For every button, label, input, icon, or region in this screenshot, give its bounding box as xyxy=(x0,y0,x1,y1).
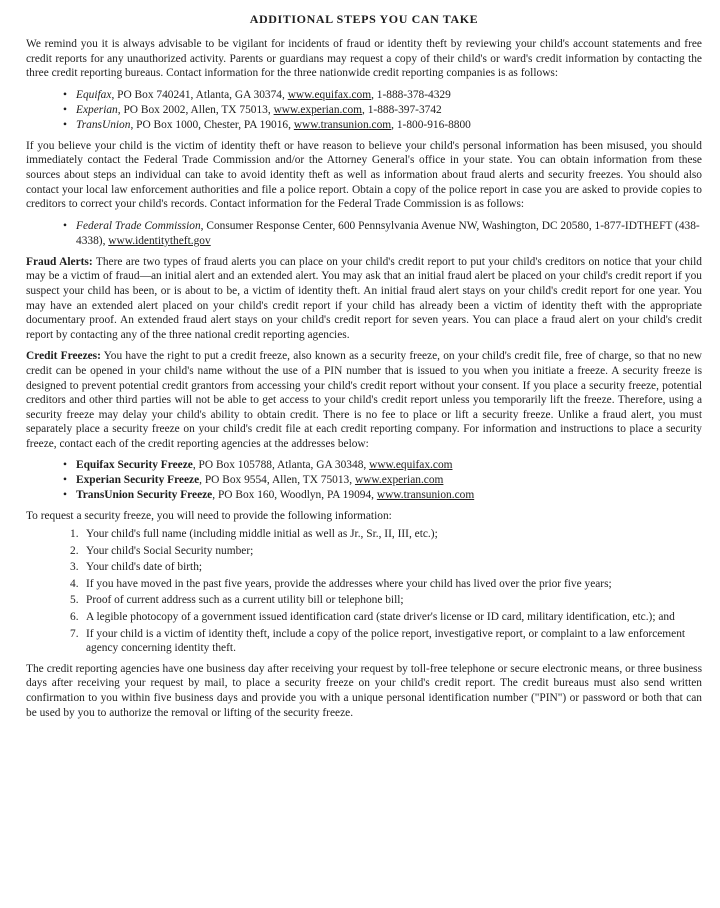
item-text: A legible photocopy of a government issued identification card (state driver's license or ID card, military identification, etc.); and xyxy=(86,611,675,624)
requirements-list xyxy=(26,527,702,656)
closing-paragraph: The credit reporting agencies have one business day after receiving your request by toll-free telephone or secure electronic means, or three business days after receiving your request by mail, to place a security freeze on your child's credit report. The credit bureaus must also send written confirmation to you within five business days and provide you with a unique personal identification number ("PIN") or password or both that can be used by you to authorize the removal or lifting of the security freeze. xyxy=(26,662,702,719)
item-number: 1. xyxy=(70,528,79,541)
list-item xyxy=(70,544,702,559)
ftc-name: Federal Trade Commission xyxy=(76,219,201,232)
bureau-name: Experian xyxy=(76,103,118,116)
ftc-text: , Consumer Response Center, 600 Pennsylvania Avenue NW, Washington, DC 20580, 1-877-IDTHEFT (438-4338), xyxy=(76,219,700,247)
bureau-link[interactable]: www.transunion.com xyxy=(293,118,392,131)
list-item xyxy=(76,473,702,488)
fraud-alerts-paragraph xyxy=(26,255,702,343)
list-item xyxy=(70,577,702,592)
bureau-name: Equifax xyxy=(76,88,112,101)
item-text: Proof of current address such as a current utility bill or telephone bill; xyxy=(86,594,404,607)
freeze-name: Experian Security Freeze xyxy=(76,474,200,487)
intro-paragraph: We remind you it is always advisable to be vigilant for incidents of fraud or identity theft by reviewing your child's account statements and free credit reports for any unauthorized activity. Parents or guardians may request a copy of their child's or ward's credit information by contacting the three credit reporting bureaus. Contact information for the three nationwide credit reporting companies is as follows: xyxy=(26,38,702,80)
item-text: Your child's date of birth; xyxy=(86,561,203,574)
list-item xyxy=(76,458,702,473)
item-number: 3. xyxy=(70,561,79,574)
item-text: Your child's full name (including middle initial as well as Jr., Sr., II, III, etc.); xyxy=(86,528,438,541)
freeze-link[interactable]: www.experian.com xyxy=(354,474,444,487)
list-item xyxy=(76,488,702,503)
bureau-address: , PO Box 1000, Chester, PA 19016, xyxy=(130,118,294,131)
list-item xyxy=(76,118,702,133)
ftc-list xyxy=(26,219,702,249)
item-text: If you have moved in the past five years, provide the addresses where your child has lived over the prior five years; xyxy=(86,577,612,590)
bureau-link[interactable]: www.experian.com xyxy=(273,103,363,116)
bureau-name: TransUnion xyxy=(76,118,131,131)
list-item xyxy=(76,103,702,118)
freeze-link[interactable]: www.transunion.com xyxy=(376,489,475,502)
item-number: 6. xyxy=(70,611,79,624)
bureau-phone: , 1-800-916-8800 xyxy=(391,118,471,131)
request-intro: To request a security freeze, you will need to provide the following information: xyxy=(26,510,392,523)
list-item xyxy=(70,527,702,542)
item-number: 4. xyxy=(70,577,79,590)
bureau-phone: , 1-888-397-3742 xyxy=(362,103,442,116)
freeze-name: Equifax Security Freeze xyxy=(76,459,193,472)
item-number: 7. xyxy=(70,627,79,640)
credit-freezes-heading: Credit Freezes: xyxy=(26,350,101,363)
ftc-link[interactable]: www.identitytheft.gov xyxy=(108,234,211,247)
item-text: If your child is a victim of identity theft, include a copy of the police report, investigative report, or complaint to a law enforcement agency concerning identity theft. xyxy=(86,627,686,655)
item-number: 5. xyxy=(70,594,79,607)
freeze-name: TransUnion Security Freeze xyxy=(76,489,213,502)
bureau-list xyxy=(26,88,702,133)
freeze-link[interactable]: www.equifax.com xyxy=(369,459,453,472)
freeze-address: , PO Box 160, Woodlyn, PA 19094, xyxy=(212,489,377,502)
freeze-list xyxy=(26,458,702,503)
list-item xyxy=(70,593,702,608)
list-item xyxy=(70,560,702,575)
fraud-alerts-text: There are two types of fraud alerts you can place on your child's credit report to put your child's creditors on notice that your child may be a victim of fraud—an initial alert and an extended alert. You may ask that an initial fraud alert be placed on your child's credit report if you suspect your child has been, or is about to be, a victim of identity theft. An initial fraud alert stays on your child's credit report for one year. You may have an extended alert placed on your child's credit report if your child has already been a victim of identity theft with the appropriate documentary proof. An extended fraud alert stays on your child's credit report for seven years. You can place a fraud alert on your child's credit report by contacting any of the three national credit reporting agencies. xyxy=(26,255,702,341)
bureau-address: , PO Box 740241, Atlanta, GA 30374, xyxy=(111,88,288,101)
fraud-alerts-heading: Fraud Alerts: xyxy=(26,255,93,268)
credit-freezes-paragraph xyxy=(26,349,702,451)
freeze-address: , PO Box 9554, Allen, TX 75013, xyxy=(199,474,355,487)
item-number: 2. xyxy=(70,544,79,557)
victim-paragraph: If you believe your child is the victim of identity theft or have reason to believe your child's personal information has been misused, you should immediately contact the Federal Trade Commission and/or the Attorney General's office in your state. You can obtain information from these sources about steps an individual can take to avoid identity theft as well as information about fraud alerts and security freezes. You should also contact your local law enforcement authorities and file a police report. Obtain a copy of the police report in case you are asked to provide copies to creditors to correct your child's records. Contact information for the Federal Trade Commission is as follows: xyxy=(26,139,702,211)
list-item xyxy=(76,88,702,103)
item-text: Your child's Social Security number; xyxy=(86,544,254,557)
bureau-link[interactable]: www.equifax.com xyxy=(287,88,372,101)
credit-freezes-text: You have the right to put a credit freeze, also known as a security freeze, on your child's credit file, free of charge, so that no new credit can be opened in your child's name without the use of a PIN number that is issued to you when you initiate a freeze. A security freeze is designed to prevent potential credit grantors from accessing your child's credit report without your consent. If you place a security freeze, potential creditors and other third parties will not be able to get access to your child's credit report unless you temporarily lift the freeze. Therefore, using a security freeze may delay your child's ability to obtain credit. There is no fee to place or lift a security freeze. Unlike a fraud alert, you must separately place a security freeze on your child's credit file at each credit reporting company. For information and instructions to place a security freeze, contact each of the credit reporting agencies at the addresses below: xyxy=(26,350,702,450)
list-item xyxy=(76,219,702,249)
bureau-address: , PO Box 2002, Allen, TX 75013, xyxy=(117,103,274,116)
list-item xyxy=(70,610,702,625)
freeze-address: , PO Box 105788, Atlanta, GA 30348, xyxy=(192,459,370,472)
bureau-phone: , 1-888-378-4329 xyxy=(371,88,451,101)
page-title: ADDITIONAL STEPS YOU CAN TAKE xyxy=(249,12,479,26)
list-item xyxy=(70,627,702,656)
